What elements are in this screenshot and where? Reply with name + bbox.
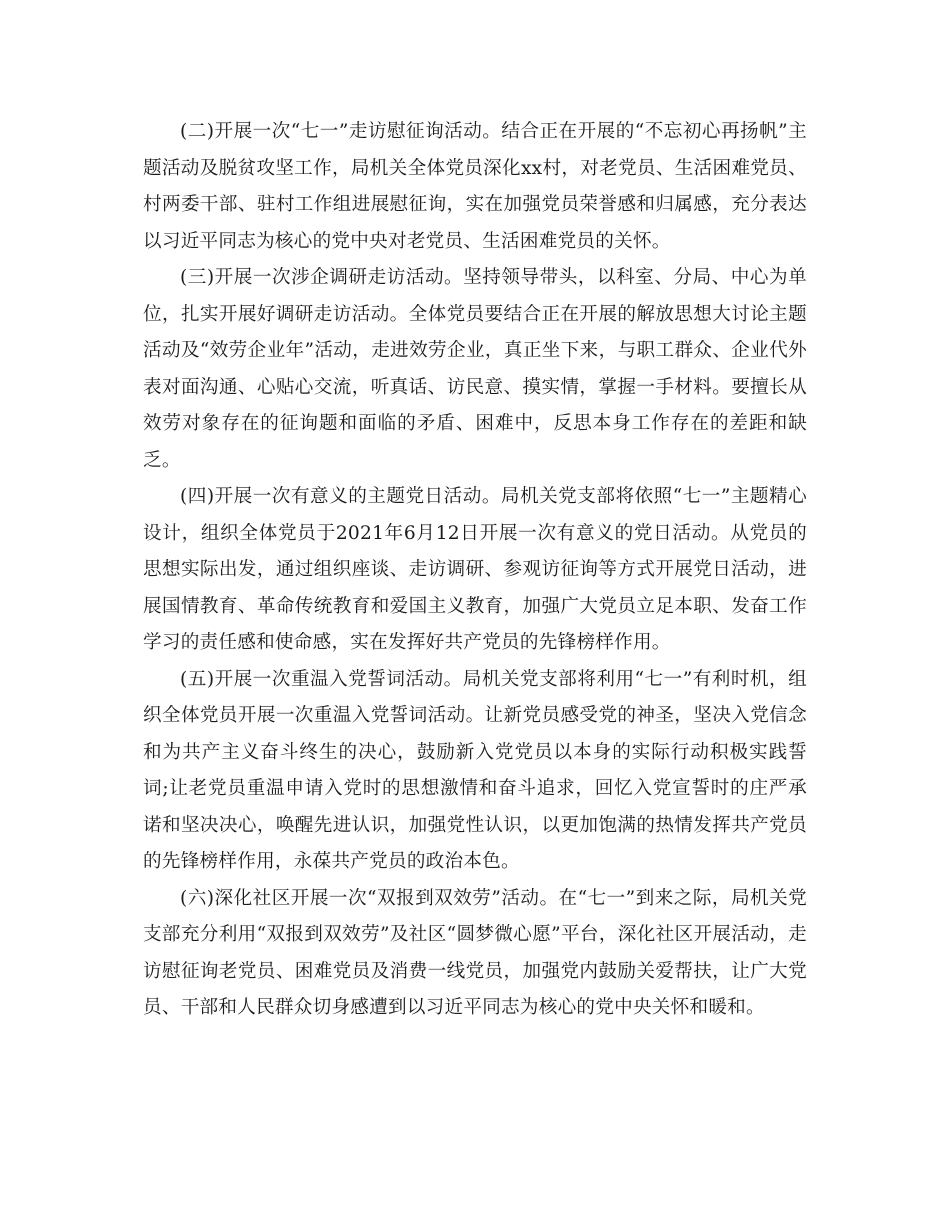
- paragraph-6: (六)深化社区开展一次“双报到双效劳”活动。在“七一”到来之际，局机关党支部充分利用“双报到双效劳”及社区“圆梦微心愿”平台，深化社区开展活动，走访慰征询老党员、困难党员及消费一线党员，加强党内鼓励关爱帮扶，让广大党员、干部和人民群众切身感遭到以习近平同志为核心的党中央关怀和暖和。: [143, 887, 807, 1018]
- paragraph-5: (五)开展一次重温入党誓词活动。局机关党支部将利用“七一”有利时机，组织全体党员开展一次重温入党誓词活动。让新党员感受党的神圣，坚决入党信念和为共产主义奋斗终生的决心，鼓励新入党党员以本身的实际行动积极实践誓词;让老党员重温申请入党时的思想激情和奋斗追求，回忆入党宣誓时的庄严承诺和坚决决心，唤醒先进认识，加强党性认识，以更加饱满的热情发挥共产党员的先锋榜样作用，永葆共产党员的政治本色。: [143, 668, 807, 872]
- paragraph-3: (三)开展一次涉企调研走访活动。坚持领导带头，以科室、分局、中心为单位，扎实开展好调研走访活动。全体党员要结合正在开展的解放思想大讨论主题活动及“效劳企业年”活动，走进效劳企业，真正坐下来，与职工群众、企业代外表对面沟通、心贴心交流，听真话、访民意、摸实情，掌握一手材料。要擅长从效劳对象存在的征询题和面临的矛盾、困难中，反思本身工作存在的差距和缺乏。: [143, 267, 807, 471]
- paragraph-2: (二)开展一次“七一”走访慰征询活动。结合正在开展的“不忘初心再扬帆”主题活动及脱贫攻坚工作，局机关全体党员深化xx村，对老党员、生活困难党员、村两委干部、驻村工作组进展慰征询，实在加强党员荣誉感和归属感，充分表达以习近平同志为核心的党中央对老党员、生活困难党员的关怀。: [143, 121, 807, 252]
- paragraph-4: (四)开展一次有意义的主题党日活动。局机关党支部将依照“七一”主题精心设计，组织全体党员于2021年6月12日开展一次有意义的党日活动。从党员的思想实际出发，通过组织座谈、走访调研、参观访征询等方式开展党日活动，进展国情教育、革命传统教育和爱国主义教育，加强广大党员立足本职、发奋工作学习的责任感和使命感，实在发挥好共产党员的先锋榜样作用。: [143, 486, 807, 653]
- document-body: [143, 114, 807, 1027]
